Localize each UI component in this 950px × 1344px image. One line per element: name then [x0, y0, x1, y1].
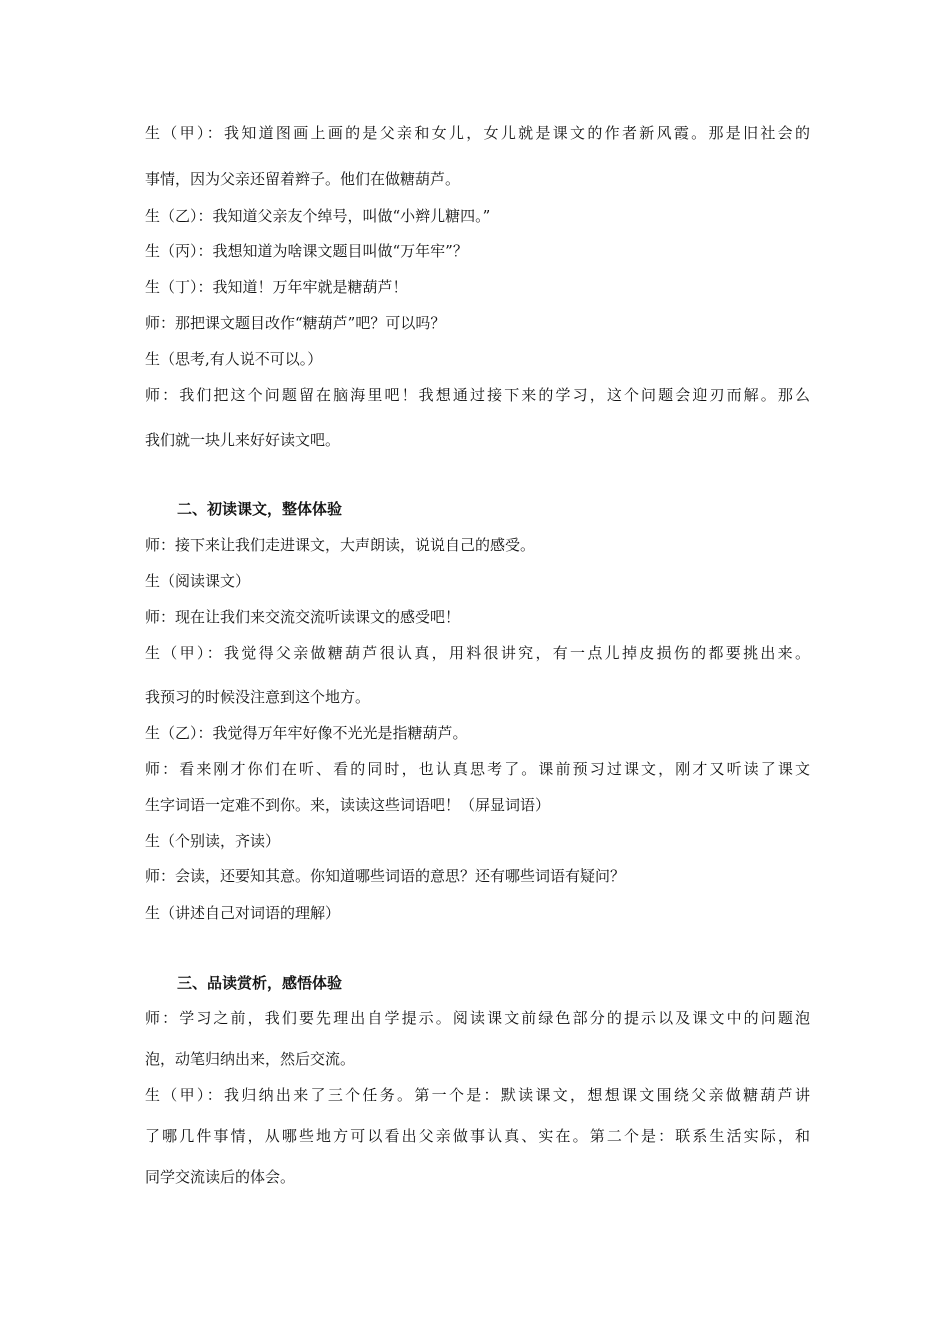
paragraph-line: 生（乙）：我知道父亲友个绰号，叫做“小辫儿糖四。”: [145, 207, 491, 225]
paragraph-line: 师：我们把这个问题留在脑海里吧！我想通过接下来的学习，这个问题会迎刃而解。那么: [145, 386, 810, 404]
paragraph-line: 了哪几件事情，从哪些地方可以看出父亲做事认真、实在。第二个是：联系生活实际，和: [145, 1127, 810, 1145]
paragraph-line: 生（甲）：我知道图画上画的是父亲和女儿，女儿就是课文的作者新风霞。那是旧社会的: [145, 124, 810, 142]
paragraph-line: 师：会读，还要知其意。你知道哪些词语的意思？还有哪些词语有疑问？: [145, 867, 626, 885]
paragraph-line: 生（思考,有人说不可以。）: [145, 350, 323, 368]
paragraph-line: 事情，因为父亲还留着辫子。他们在做糖葫芦。: [145, 170, 461, 188]
paragraph-line: 生（甲）：我觉得父亲做糖葫芦很认真，用料很讲究，有一点儿掉皮损伤的都要挑出来。: [145, 644, 810, 662]
paragraph-line: 师：那把课文题目改作“糖葫芦”吧？可以吗？: [145, 314, 446, 332]
paragraph-line: 同学交流读后的体会。: [145, 1168, 296, 1186]
paragraph-line: 生字词语一定难不到你。来，读读这些词语吧！（屏显词语）: [145, 796, 551, 814]
section-heading: 二、初读课文，整体体验: [177, 500, 343, 518]
paragraph-line: 生（乙）：我觉得万年牢好像不光光是指糖葫芦。: [145, 724, 468, 742]
paragraph-line: 生（甲）：我归纳出来了三个任务。第一个是：默读课文，想想课文围绕父亲做糖葫芦讲: [145, 1086, 810, 1104]
section-heading: 三、品读赏析，感悟体验: [177, 974, 343, 992]
paragraph-line: 师：学习之前，我们要先理出自学提示。阅读课文前绿色部分的提示以及课文中的问题泡: [145, 1009, 810, 1027]
paragraph-line: 生（丙）：我想知道为啥课文题目叫做“万年牢”？: [145, 242, 468, 260]
paragraph-line: 师：接下来让我们走进课文，大声朗读，说说自己的感受。: [145, 536, 536, 554]
paragraph-line: 生（阅读课文）: [145, 572, 251, 590]
paragraph-line: 生（讲述自己对词语的理解）: [145, 904, 341, 922]
paragraph-line: 生（丁）：我知道！万年牢就是糖葫芦！: [145, 278, 408, 296]
paragraph-line: 师：看来刚才你们在听、看的同时，也认真思考了。课前预习过课文，刚才又听读了课文: [145, 760, 810, 778]
paragraph-line: 泡，动笔归纳出来，然后交流。: [145, 1050, 356, 1068]
paragraph-line: 生（个别读，齐读）: [145, 832, 281, 850]
paragraph-line: 师：现在让我们来交流交流听读课文的感受吧！: [145, 608, 461, 626]
paragraph-line: 我预习的时候没注意到这个地方。: [145, 688, 371, 706]
paragraph-line: 我们就一块儿来好好读文吧。: [145, 431, 341, 449]
